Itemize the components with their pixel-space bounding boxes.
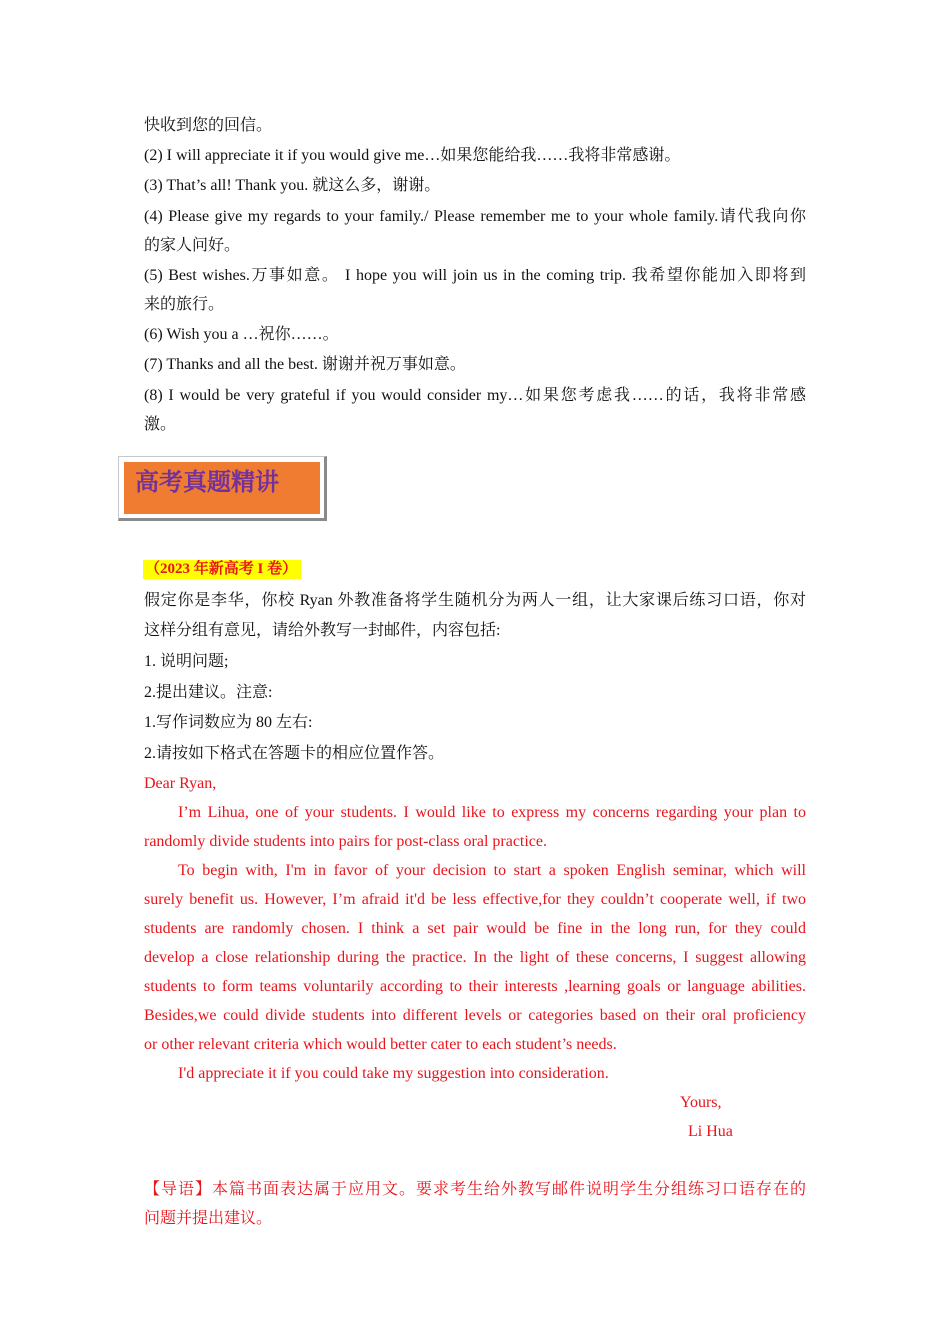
phrase-line: 来的旅行。: [144, 296, 225, 313]
letter-line: or other relevant criteria which would better cater to each student’s needs.: [144, 1036, 617, 1053]
prompt-line: 假定你是李华，你校 Ryan 外教准备将学生随机分为两人一组，让大家课后练习口语，你对: [144, 592, 806, 609]
phrase-line: (8) I would be very grateful if you would consider my…如果您考虑我……的话，我将非常感: [144, 387, 806, 404]
phrase-line: (3) That’s all! Thank you. 就这么多，谢谢。: [144, 177, 441, 194]
section-title: 高考真题精讲: [135, 468, 279, 496]
letter-line: students to form teams voluntarily according to their interests ,learning goals or language abilities.: [144, 978, 806, 995]
letter-signature: Li Hua: [688, 1123, 733, 1140]
letter-line: Besides,we could divide students into different levels or categories based on their oral proficiency: [144, 1007, 806, 1024]
letter-line: surely benefit us. However, I’m afraid it'd be less effective,for they couldn’t cooperate well, if two: [144, 891, 806, 908]
letter-line: randomly divide students into pairs for post-class oral practice.: [144, 833, 548, 850]
phrase-line: 激。: [144, 416, 177, 433]
letter-line: develop a close relationship during the practice. In the light of these concerns, I suggest allowing: [144, 949, 806, 966]
phrase-line: 的家人问好。: [144, 237, 241, 254]
letter-line: I’m Lihua, one of your students. I would like to express my concerns regarding your plan to: [178, 804, 806, 821]
prompt-line: 2.提出建议。注意:: [144, 684, 273, 701]
phrase-line: (6) Wish you a …祝你……。: [144, 326, 339, 343]
prompt-line: 这样分组有意见，请给外教写一封邮件，内容包括:: [144, 622, 501, 639]
letter-greeting: Dear Ryan,: [144, 775, 217, 792]
guide-line: 问题并提出建议。: [144, 1210, 273, 1227]
letter-closing: Yours,: [680, 1094, 722, 1111]
letter-line: I'd appreciate it if you could take my suggestion into consideration.: [178, 1065, 609, 1082]
letter-line: To begin with, I'm in favor of your decision to start a spoken English seminar, which will: [178, 862, 806, 879]
prompt-line: 1.写作词数应为 80 左右:: [144, 714, 313, 731]
phrase-line: (7) Thanks and all the best. 谢谢并祝万事如意。: [144, 356, 466, 373]
phrase-line: (2) I will appreciate it if you would give me…如果您能给我……我将非常感谢。: [144, 147, 681, 164]
phrase-line: (4) Please give my regards to your family./ Please remember me to your whole family.请代我向你: [144, 208, 806, 225]
prompt-line: 1. 说明问题;: [144, 653, 229, 670]
exam-source-tag: （2023 年新高考 I 卷）: [143, 560, 301, 579]
prompt-line: 2.请按如下格式在答题卡的相应位置作答。: [144, 745, 445, 762]
phrase-line: (5) Best wishes.万事如意。 I hope you will join us in the coming trip. 我希望你能加入即将到: [144, 267, 806, 284]
guide-line: 【导语】本篇书面表达属于应用文。要求考生给外教写邮件说明学生分组练习口语存在的: [144, 1181, 806, 1198]
letter-line: students are randomly chosen. I think a set pair would be fine in the long run, for they could: [144, 920, 806, 937]
phrase-line: 快收到您的回信。: [144, 117, 273, 134]
